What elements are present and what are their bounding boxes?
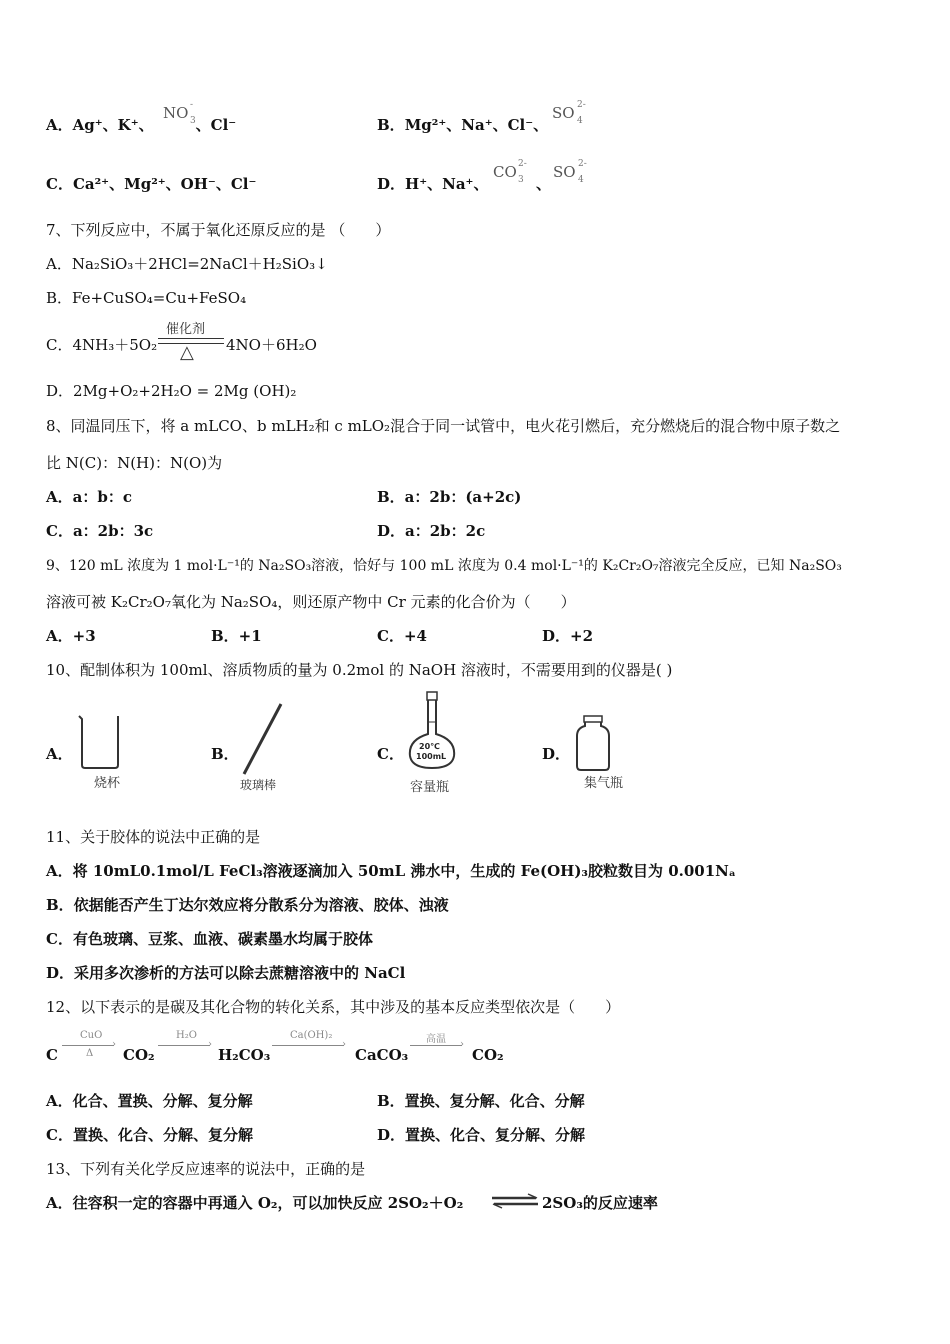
species-co2: CO₂ — [123, 1046, 155, 1064]
heat-icon: △ — [180, 342, 194, 363]
arrow-high-temp — [410, 1030, 468, 1064]
option-text: H⁺、Na⁺、 — [405, 175, 489, 193]
species-caco3: CaCO₃ — [355, 1046, 409, 1064]
option-text-right: 2SO₃的反应速率 — [542, 1194, 658, 1212]
q7-option-a[interactable]: A．Na₂SiO₃＋2HCl=2NaCl＋H₂SiO₃↓ — [46, 255, 328, 273]
q6-option-c[interactable] — [46, 174, 256, 194]
q9-stem-line2: 溶液可被 K₂Cr₂O₇氧化为 Na₂SO₄，则还原产物中 Cr 元素的化合价为（ ） — [46, 593, 576, 611]
q8-option-d[interactable]: D．a：2b：2c — [377, 522, 486, 540]
ion-charge: 2- — [577, 100, 586, 110]
option-letter: C． — [46, 175, 73, 193]
q10-option-c[interactable]: C． — [377, 745, 404, 763]
q13-stem: 13、下列有关化学反应速率的说法中，正确的是 — [46, 1160, 366, 1178]
arrow-caoh2 — [272, 1030, 350, 1064]
glass-rod-label: 玻璃棒 — [240, 778, 277, 792]
flask-volume-mark: 100mL — [416, 752, 447, 761]
arrow-shaft — [410, 1045, 462, 1046]
ion-symbol: SO — [553, 163, 576, 181]
ion-charge: 2- — [578, 159, 587, 169]
carbonate-ion — [493, 159, 527, 185]
ion-subscript: 3 — [518, 175, 524, 185]
q10-option-b[interactable]: B． — [211, 745, 239, 763]
option-letter: D． — [377, 175, 406, 193]
arrow-shaft — [62, 1045, 114, 1046]
q6-option-b[interactable] — [377, 115, 548, 135]
q7-option-c[interactable] — [46, 335, 157, 355]
gas-jar-label: 集气瓶 — [584, 776, 624, 791]
q12-option-c[interactable]: C．置换、化合、分解、复分解 — [46, 1126, 253, 1144]
equals-line-top — [158, 338, 224, 339]
species-h2co3: H₂CO₃ — [218, 1046, 271, 1064]
option-text-suffix: 、Cl⁻ — [195, 116, 237, 134]
catalyst-label: 催化剂 — [166, 322, 206, 337]
beaker-label: 烧杯 — [94, 776, 121, 791]
sulfate-ion — [552, 100, 586, 126]
arrow-head: › — [342, 1039, 346, 1050]
beaker-icon — [76, 713, 124, 771]
option-letter: A． — [46, 116, 73, 134]
option-text: Ca²⁺、Mg²⁺、OH⁻、Cl⁻ — [72, 175, 257, 193]
ion-subscript: 4 — [578, 175, 584, 185]
arrow-top-label: 高温 — [426, 1034, 446, 1045]
q8-option-c[interactable]: C．a：2b：3c — [46, 522, 154, 540]
q7-option-b[interactable]: B．Fe+CuSO₄=Cu+FeSO₄ — [46, 289, 247, 307]
q10-option-a[interactable]: A． — [46, 745, 73, 763]
ion-charge: - — [190, 100, 194, 110]
flask-temp-mark: 20℃ — [419, 742, 440, 751]
q8-option-b[interactable]: B．a：2b：(a+2c) — [377, 488, 522, 506]
ion-subscript: 3 — [190, 116, 196, 126]
q9-option-c[interactable]: C．+4 — [377, 627, 427, 645]
option-text: Ag⁺、K⁺、 — [72, 116, 154, 134]
arrow-top-label: H₂O — [176, 1030, 197, 1041]
ion-symbol: SO — [552, 104, 575, 122]
q10-stem: 10、配制体积为 100ml、溶质物质的量为 0.2mol 的 NaOH 溶液时，不需要用到的仪器是( ) — [46, 661, 673, 679]
ion-charge: 2- — [518, 159, 527, 169]
arrow-shaft — [272, 1045, 344, 1046]
arrow-top-label: CuO — [80, 1030, 103, 1041]
arrow-top-label: Ca(OH)₂ — [290, 1030, 333, 1041]
arrow-head: › — [460, 1039, 464, 1050]
option-text: C．4NH₃＋5O₂ — [46, 336, 158, 354]
option-text-right: 4NO＋6H₂O — [226, 336, 317, 354]
q8-option-a[interactable]: A．a：b：c — [46, 488, 132, 506]
q7-option-d[interactable]: D．2Mg+O₂+2H₂O = 2Mg (OH)₂ — [46, 382, 297, 400]
ion-symbol: CO — [493, 163, 517, 181]
catalyst-condition — [158, 318, 224, 364]
species-co2-final: CO₂ — [472, 1046, 504, 1064]
reversible-arrow-icon — [490, 1193, 540, 1209]
option-text: Mg²⁺、Na⁺、Cl⁻、 — [404, 116, 549, 134]
sulfate-ion — [553, 159, 587, 185]
q8-stem-line2: 比 N(C)：N(H)：N(O)为 — [46, 454, 223, 472]
separator: 、 — [536, 175, 552, 193]
arrow-head: › — [112, 1039, 116, 1050]
glass-rod-icon — [236, 700, 286, 778]
q12-option-a[interactable]: A．化合、置换、分解、复分解 — [46, 1092, 253, 1110]
q9-option-d[interactable]: D．+2 — [542, 627, 594, 645]
gas-jar-icon — [574, 714, 612, 772]
arrow-bottom-label: Δ — [86, 1048, 94, 1059]
q12-option-b[interactable]: B．置换、复分解、化合、分解 — [377, 1092, 585, 1110]
ion-subscript: 4 — [577, 116, 583, 126]
option-text: A．往容积一定的容器中再通入 O₂，可以加快反应 2SO₂＋O₂ — [46, 1194, 464, 1212]
option-letter: B． — [377, 116, 405, 134]
q13-option-a[interactable] — [46, 1193, 463, 1213]
q9-option-b[interactable]: B．+1 — [211, 627, 262, 645]
q11-option-d[interactable]: D．采用多次渗析的方法可以除去蔗糖溶液中的 NaCl — [46, 964, 406, 982]
q9-option-a[interactable]: A．+3 — [46, 627, 96, 645]
arrow-h2o — [158, 1030, 216, 1064]
arrow-head: › — [208, 1039, 212, 1050]
q12-stem: 12、以下表示的是碳及其化合物的转化关系，其中涉及的基本反应类型依次是（ ） — [46, 998, 621, 1016]
q12-option-d[interactable]: D．置换、化合、复分解、分解 — [377, 1126, 586, 1144]
q10-option-d[interactable]: D． — [542, 745, 571, 763]
q11-option-a[interactable]: A．将 10mL0.1mol/L FeCl₃溶液逐滴加入 50mL 沸水中，生成的 Fe(OH)₃胶粒数目为 0.001Nₐ — [46, 862, 736, 880]
q11-option-b[interactable]: B．依据能否产生丁达尔效应将分散系分为溶液、胶体、浊液 — [46, 896, 449, 914]
q6-option-d[interactable] — [377, 174, 488, 194]
species-carbon: C — [46, 1046, 58, 1064]
arrow-shaft — [158, 1045, 210, 1046]
ion-symbol: NO — [163, 104, 189, 122]
q11-option-c[interactable]: C．有色玻璃、豆浆、血液、碳素墨水均属于胶体 — [46, 930, 373, 948]
volumetric-flask-label: 容量瓶 — [410, 780, 450, 795]
q7-stem: 7、下列反应中，不属于氧化还原反应的是 （ ） — [46, 221, 391, 239]
q8-stem-line1: 8、同温同压下，将 a mLCO、b mLH₂和 c mLO₂混合于同一试管中，电火花引燃后，充分燃烧后的混合物中原子数之 — [46, 417, 841, 435]
q11-stem: 11、关于胶体的说法中正确的是 — [46, 828, 261, 846]
arrow-cuo — [62, 1030, 120, 1064]
q6-option-a[interactable] — [46, 115, 236, 135]
nitrate-ion — [163, 100, 196, 126]
q9-stem-line1: 9、120 mL 浓度为 1 mol·L⁻¹的 Na₂SO₃溶液，恰好与 100 mL 浓度为 0.4 mol·L⁻¹的 K₂Cr₂O₇溶液完全反应，已知 Na₂SO₃ — [46, 558, 842, 574]
